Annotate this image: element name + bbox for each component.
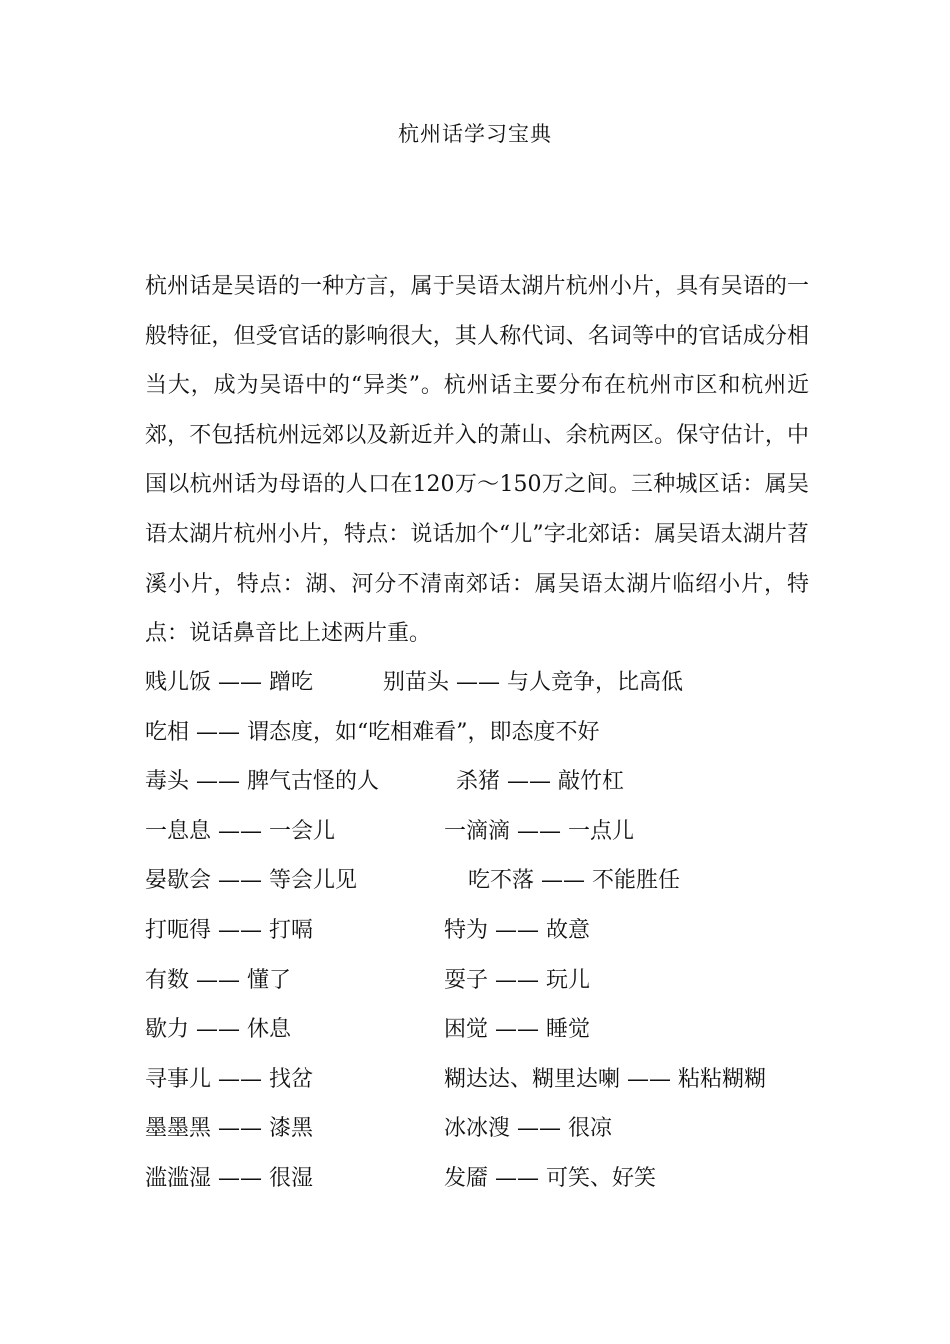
vocab-row [145,1104,825,1154]
vocab-row [145,856,825,906]
vocab-row [145,807,825,857]
vocabulary-list [145,658,825,1204]
vocab-entry: 滥滥湿 —— 很湿 [145,1165,313,1191]
vocab-entry: 一息息 —— 一会儿 [145,818,335,844]
vocab-row [145,658,825,708]
vocab-entry: 一滴滴 —— 一点儿 [444,818,634,844]
vocab-row [145,757,825,807]
vocab-entry: 发靥 —— 可笑、好笑 [444,1165,656,1191]
vocab-entry: 特为 —— 故意 [444,917,590,943]
vocab-entry: 吃不落 —— 不能胜任 [468,868,680,894]
vocab-row [145,1005,825,1055]
vocab-entry: 吃相 —— 谓态度，如“吃相难看”，即态度不好 [145,719,600,745]
vocab-entry: 寻事儿 —— 找岔 [145,1066,313,1092]
vocab-entry: 耍子 —— 玩儿 [444,967,590,993]
vocab-entry: 困觉 —— 睡觉 [444,1017,590,1043]
vocab-entry: 冰冰溲 —— 很凉 [444,1116,612,1142]
vocab-row [145,906,825,956]
document-title: 杭州话学习宝典 [398,122,552,146]
vocab-entry: 晏歇会 —— 等会儿见 [145,868,357,894]
vocab-row [145,1154,825,1204]
vocab-entry: 贱儿饭 —— 蹭吃 [145,670,313,695]
vocab-row [145,1055,825,1105]
vocab-row [145,708,825,758]
vocab-entry: 别苗头 —— 与人竞争，比高低 [383,670,683,695]
vocab-entry: 打呃得 —— 打嗝 [145,917,313,943]
vocab-entry: 墨墨黑 —— 漆黑 [145,1116,313,1142]
vocab-entry: 糊达达、糊里达喇 —— 粘粘糊糊 [444,1066,766,1092]
intro-paragraph: 杭州话是吴语的一种方言，属于吴语太湖片杭州小片，具有吴语的一般特征，但受官话的影响很大，其人称代词、名词等中的官话成分相当大，成为吴语中的“异类”。杭州话主要分布在杭州市区和杭州近郊，不包括杭州远郊以及新近并入的萧山、余杭两区。保守估计，中国以杭州话为母语的人口在120万～150万之间。三种城区话：属吴语太湖片杭州小片，特点：说话加个“儿”字北郊话：属吴语太湖片苕溪小片，特点：湖、河分不清南郊话：属吴语太湖片临绍小片，特点：说话鼻音比上述两片重。 [145,274,809,647]
vocab-row [145,956,825,1006]
vocab-entry: 杀猪 —— 敲竹杠 [456,769,624,795]
vocab-entry: 歇力 —— 休息 [145,1017,291,1043]
vocab-entry: 毒头 —— 脾气古怪的人 [145,769,379,795]
vocab-entry: 有数 —— 懂了 [145,967,291,993]
